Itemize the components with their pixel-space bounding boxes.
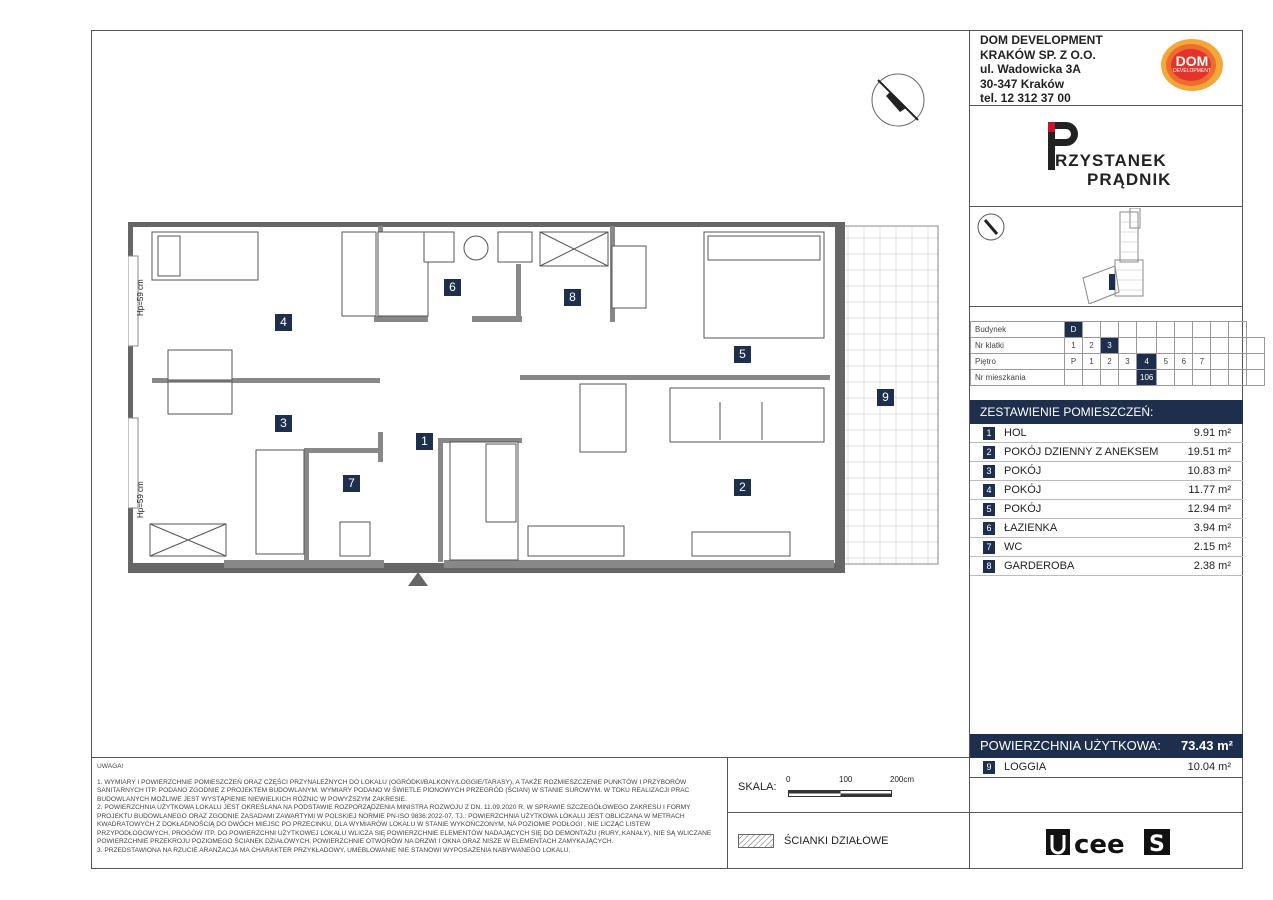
room-name: ŁAZIENKA bbox=[1004, 522, 1058, 534]
floor-option: 5 bbox=[1157, 354, 1175, 370]
note-paragraph: 1. WYMIARY I POWIERZCHNIE POMIESZCZEŃ ORAZ CZĘŚCI PRZYNALEŻNYCH DO LOKALU (OGRÓDKI/BALKONY/LOGGIE/TARASY), A TAKŻE ROZMIESZCZENIE PUNKTÓW I PRZYBORÓW SANITARNYCH ITP. PODANO ZGODNIE Z PROJEKTEM BUDOWLANYM. WYMIARY PODANO W ŚWIETLE PIONOWYCH PRZEGRÓD (ŚCIAN) W STANIE SUROWYM. W TOKU REALIZACJI PRAC BUDOWLANYCH MOŻLIWE JEST WYSTĄPIENIE NIEWIELKICH RÓŻNIC W POWYŻSZYM ZAKRESIE. bbox=[97, 778, 690, 803]
divider bbox=[969, 206, 1243, 207]
partition-wall-swatch bbox=[738, 834, 774, 848]
staircase-option-selected: 3 bbox=[1101, 338, 1119, 354]
company-info bbox=[980, 33, 1103, 106]
room-area: 10.83 m² bbox=[1187, 465, 1231, 477]
notes-title: UWAGA! bbox=[97, 763, 124, 770]
apartment-number-value: 106 bbox=[1137, 370, 1157, 386]
room-number: 8 bbox=[983, 560, 995, 573]
room-name: WC bbox=[1004, 541, 1023, 553]
room-row bbox=[970, 462, 1243, 481]
plan-room-label: 4 bbox=[275, 314, 292, 331]
total-area-bar bbox=[970, 734, 1243, 758]
divider bbox=[969, 812, 1243, 813]
plan-room-label: 1 bbox=[416, 433, 433, 450]
room-number: 5 bbox=[983, 503, 995, 516]
scale-tick: 100 bbox=[839, 775, 853, 784]
ucees-logo bbox=[1046, 827, 1172, 862]
svg-text:cee: cee bbox=[1074, 830, 1125, 857]
plan-room-label: 9 bbox=[877, 389, 894, 406]
room-row bbox=[970, 481, 1243, 500]
room-area: 3.94 m² bbox=[1193, 522, 1231, 534]
room-number: 3 bbox=[983, 465, 995, 478]
scale-label: SKALA: bbox=[738, 781, 777, 793]
staircase-option: 1 bbox=[1065, 338, 1083, 354]
project-name-line1: RZYSTANEK bbox=[1055, 151, 1167, 170]
logo-subtext: DEVELOPMENT bbox=[1173, 68, 1211, 74]
room-row bbox=[970, 443, 1243, 462]
dom-development-logo bbox=[1158, 37, 1226, 93]
plan-room-label: 7 bbox=[343, 475, 360, 492]
room-name: POKÓJ DZIENNY Z ANEKSEM bbox=[1004, 446, 1159, 458]
company-line: ul. Wadowicka 3A bbox=[980, 62, 1081, 76]
staircase-option: 2 bbox=[1083, 338, 1101, 354]
plan-room-label: 6 bbox=[444, 279, 461, 296]
room-name: GARDEROBA bbox=[1004, 560, 1075, 572]
divider bbox=[969, 777, 1243, 778]
project-name-line2: PRĄDNIK bbox=[1087, 170, 1172, 189]
total-area-value: 73.43 m² bbox=[1180, 738, 1233, 753]
svg-text:S: S bbox=[1149, 832, 1165, 857]
scale-bar bbox=[788, 785, 892, 793]
room-row bbox=[970, 519, 1243, 538]
scale-tick: 200cm bbox=[890, 775, 915, 784]
floor-option: 1 bbox=[1083, 354, 1101, 370]
building-value: D bbox=[1065, 322, 1083, 338]
rooms-header: ZESTAWIENIE POMIESZCZEŃ: bbox=[970, 400, 1243, 424]
divider bbox=[727, 757, 728, 869]
apartment-number-label: Nr mieszkania bbox=[971, 370, 1065, 386]
sill-height-note: Hp=59 cm bbox=[136, 279, 145, 316]
legend-label: ŚCIANKI DZIAŁOWE bbox=[784, 835, 889, 847]
company-line: tel. 12 312 37 00 bbox=[980, 91, 1071, 105]
north-arrow-icon bbox=[870, 72, 926, 128]
room-area: 2.15 m² bbox=[1193, 541, 1231, 553]
floor-option: P bbox=[1065, 354, 1083, 370]
divider bbox=[969, 306, 1243, 307]
divider bbox=[727, 812, 969, 813]
floor-option: 6 bbox=[1175, 354, 1193, 370]
room-area: 2.38 m² bbox=[1193, 560, 1231, 572]
plan-room-label: 5 bbox=[734, 346, 751, 363]
room-area: 12.94 m² bbox=[1187, 503, 1231, 515]
company-line: DOM DEVELOPMENT bbox=[980, 33, 1103, 47]
room-number: 7 bbox=[983, 541, 995, 554]
floor-option: 2 bbox=[1101, 354, 1119, 370]
unit-meta-table bbox=[970, 321, 1265, 386]
room-number: 4 bbox=[983, 484, 995, 497]
total-area-label: POWIERZCHNIA UŻYTKOWA: bbox=[980, 738, 1161, 753]
room-number: 2 bbox=[983, 446, 995, 459]
notes-block bbox=[97, 763, 712, 855]
room-row bbox=[970, 500, 1243, 519]
room-number: 6 bbox=[983, 522, 995, 535]
room-area: 10.04 m² bbox=[1187, 761, 1231, 773]
loggia-row bbox=[970, 758, 1243, 777]
floor-option: 3 bbox=[1119, 354, 1137, 370]
room-name: LOGGIA bbox=[1004, 761, 1047, 773]
floor-plan bbox=[128, 222, 943, 594]
room-row bbox=[970, 557, 1243, 576]
company-line: KRAKÓW SP. Z O.O. bbox=[980, 47, 1096, 62]
plan-room-label: 3 bbox=[275, 415, 292, 432]
key-plan bbox=[1075, 208, 1165, 304]
logo-text: DOM bbox=[1175, 53, 1209, 69]
room-row bbox=[970, 424, 1243, 443]
staircase-label: Nr klatki bbox=[971, 338, 1065, 354]
room-area: 11.77 m² bbox=[1188, 484, 1231, 496]
room-row bbox=[970, 538, 1243, 557]
room-name: POKÓJ bbox=[1004, 465, 1042, 477]
company-line: 30-347 Kraków bbox=[980, 76, 1065, 91]
floor-option: 7 bbox=[1193, 354, 1211, 370]
sill-height-note: Hp=59 cm bbox=[136, 481, 145, 518]
plan-room-label: 2 bbox=[734, 479, 751, 496]
note-paragraph: 2. POWIERZCHNIA UŻYTKOWA LOKALU JEST OKREŚLANA NA PODSTAWIE ROZPORZĄDZENIA MINISTRA ROZWOJU Z DN. 11.09.2020 R. W SPRAWIE SZCZEGÓŁOWEGO ZAKRESU I FORMY PROJEKTU BUDOWLANEGO ORAZ ZGODNIE ZASADAMI ZAWARTYMI W POLSKIEJ NORMIE PN-ISO 9836:2022-07. TJ.: POWIERZCHNIA UŻYTKOWA LOKALU JEST OBLICZANA W METRACH KWADRATOWYCH Z DOKŁADNOŚCIĄ DO DWÓCH MIEJSC PO PRZECINKU, DLA WYMIARÓW LOKALU W STANIE WYKOŃCZONYM, NA POZIOMIE PODŁOGI , NIE LICZĄC LISTEW PRZYPODŁOGOWYCH, PROGÓW ITP. DO POWIERZCHNI UŻYTKOWEJ LOKALU WLICZA SIĘ POWIERZCHNIE ELEMENTÓW NADAJĄCYCH SIĘ DO DEMONTAŻU (RURY, KANAŁY), NIE SĄ WLICZANE POWIERZCHNIE PRZEKROJU POZIOMEGO ŚCIANEK DZIAŁOWYCH, POWIERZCHNIE OTWORÓW NA DRZWI I OKNA ORAZ NISZE W ELEMENTACH ZAMYKAJĄCYCH. bbox=[97, 804, 712, 845]
plan-room-label: 8 bbox=[564, 289, 581, 306]
floor-option-selected: 4 bbox=[1137, 354, 1157, 370]
room-number: 9 bbox=[983, 761, 995, 774]
room-name: HOL bbox=[1004, 427, 1027, 439]
room-name: POKÓJ bbox=[1004, 484, 1042, 496]
room-area: 9.91 m² bbox=[1193, 427, 1231, 439]
building-label: Budynek bbox=[971, 322, 1065, 338]
room-name: POKÓJ bbox=[1004, 503, 1042, 515]
floor-label: Piętro bbox=[971, 354, 1065, 370]
room-number: 1 bbox=[983, 427, 995, 440]
scale-tick: 0 bbox=[786, 775, 791, 784]
note-paragraph: 3. PRZEDSTAWIONA NA RZUCIE ARANŻACJA MA CHARAKTER PRZYKŁADOWY, UMEBLOWANIE NIE STANOWI WYPOSAŻENIA NABYWANEGO LOKALU. bbox=[97, 846, 571, 854]
mini-compass-icon bbox=[976, 212, 1006, 242]
room-area: 19.51 m² bbox=[1187, 446, 1231, 458]
